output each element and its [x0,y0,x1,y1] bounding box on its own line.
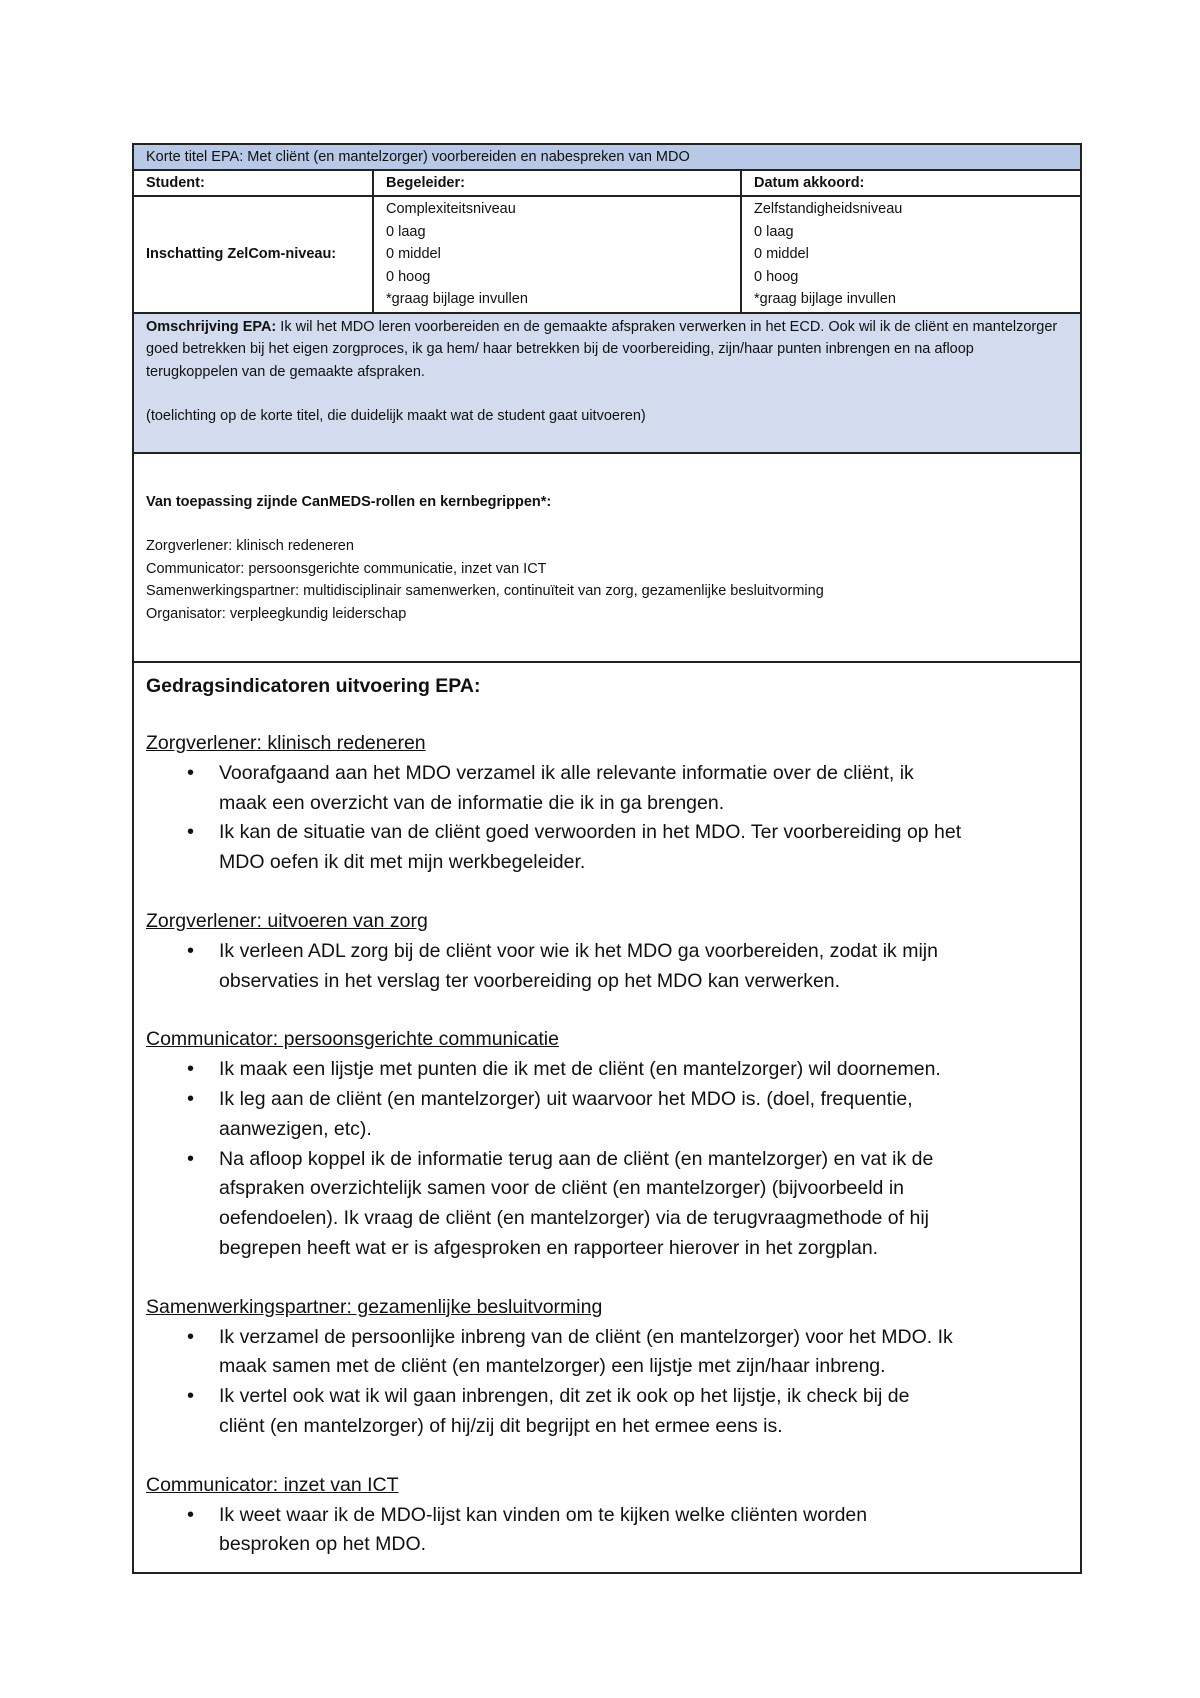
bullet-line: cliënt (en mantelzorger) of hij/zij dit begrijpt en het ermee eens is. [219,1414,783,1437]
omschrijving-row [134,314,1080,454]
section-inzet-van-ict [146,1471,1068,1560]
zelfstandigheid-option-middel: 0 middel [754,246,809,262]
bullet-line: • Ik maak een lijstje met punten die ik met de cliënt (en mantelzorger) wil doornemen. [219,1058,941,1081]
zelfstandigheid-cell [740,197,1080,312]
canmeds-item: Communicator: persoonsgerichte communicatie, inzet van ICT [146,560,547,577]
title-row [134,145,1080,171]
complexiteit-heading: Complexiteitsniveau [386,201,516,217]
bullet-line: maak samen met de cliënt (en mantelzorger) een lijstje met zijn/haar inbreng. [219,1355,886,1378]
omschrijving-note: (toelichting op de korte titel, die duidelijk maakt wat de student gaat uitvoeren) [146,408,646,424]
gedragsindicatoren-title: Gedragsindicatoren uitvoering EPA: [146,675,481,697]
bullet-item [146,1085,1068,1145]
epa-title-text: Met cliënt (en mantelzorger) voorbereiden en nabespreken van MDO [247,149,690,165]
epa-title-prefix: Korte titel EPA: [146,149,248,165]
canmeds-title: Van toepassing zijnde CanMEDS-rollen en kernbegrippen*: [146,493,552,510]
section-title: Communicator: persoonsgerichte communicatie [146,1028,559,1051]
bullet-line: begrepen heeft wat er is afgesproken en rapporteer hierover in het zorgplan. [219,1236,879,1259]
bullet-line: • Ik vertel ook wat ik wil gaan inbrengen, dit zet ik ook op het lijstje, ik check bij de [219,1385,910,1408]
bullet-line: • Ik verzamel de persoonlijke inbreng van de cliënt (en mantelzorger) voor het MDO. Ik [219,1325,953,1348]
bullet-list [146,937,1068,997]
section-title: Samenwerkingspartner: gezamenlijke besluitvorming [146,1295,603,1318]
bullet-item [146,1501,1068,1561]
bullet-item [146,1055,1068,1085]
bullet-line: MDO oefen ik dit met mijn werkbegeleider. [219,851,586,874]
canmeds-item: Organisator: verpleegkundig leiderschap [146,605,407,622]
bullet-line: maak een overzicht van de informatie die ik in ga brengen. [219,791,725,814]
section-klinisch-redeneren [146,729,1068,878]
bullet-line: • Ik weet waar ik de MDO-lijst kan vinden om te kijken welke cliënten worden [219,1503,868,1526]
bullet-item [146,1323,1068,1383]
bullet-item [146,1382,1068,1442]
zelfstandigheid-note: *graag bijlage invullen [754,291,896,307]
bullet-line: observaties in het verslag ter voorbereiding op het MDO kan verwerken. [219,969,841,992]
bullet-line: besproken op het MDO. [219,1533,427,1556]
complexiteit-option-laag: 0 laag [386,223,426,240]
gedragsindicatoren-row [134,663,1080,1572]
bullet-item [146,937,1068,997]
section-uitvoeren-van-zorg [146,907,1068,996]
complexiteit-option-hoog: 0 hoog [386,268,431,285]
epa-title [134,145,1080,169]
omschrijving-text: Ik wil het MDO leren voorbereiden en de gemaakte afspraken verwerken in het ECD. Ook wil ik de cliënt en mantelzorger goed betrekken bij het eigen zorgproces, ik ga hem/ haar betrekken bij de voorbereiding, zijn/haar punten inbrengen en na afloop terugkoppelen van de gemaakte afspraken. [146,318,1058,380]
omschrijving-label: Omschrijving EPA: [146,318,277,335]
omschrijving-paragraph [146,316,1068,384]
bullet-item [146,759,1068,819]
bullet-line: • Ik leg aan de cliënt (en mantelzorger) uit waarvoor het MDO is. (doel, frequentie, [219,1087,913,1110]
section-title: Zorgverlener: klinisch redeneren [146,732,426,754]
section-persoonsgerichte-communicatie [146,1025,1068,1263]
zelfstandigheid-heading: Zelfstandigheidsniveau [754,201,903,217]
canmeds-cell [134,454,1080,662]
canmeds-item: Zorgverlener: klinisch redeneren [146,538,354,554]
bullet-line: • Ik verleen ADL zorg bij de cliënt voor wie ik het MDO ga voorbereiden, zodat ik mijn [219,939,938,962]
complexiteit-note: *graag bijlage invullen [386,291,528,307]
section-title: Zorgverlener: uitvoeren van zorg [146,909,428,932]
omschrijving-cell [134,314,1080,452]
bullet-item [146,1145,1068,1264]
bullet-line: aanwezigen, etc). [219,1117,372,1140]
begeleider-label: Begeleider: [372,171,740,195]
student-label: Student: [146,175,205,191]
inschatting-label: Inschatting ZelCom-niveau: [146,246,337,263]
complexiteit-cell [372,197,740,312]
bullet-list [146,1501,1068,1561]
bullet-line: • Voorafgaand aan het MDO verzamel ik alle relevante informatie over de cliënt, ik [219,761,914,784]
zelfstandigheid-option-laag: 0 laag [754,223,794,240]
zelfstandigheid-option-hoog: 0 hoog [754,268,799,285]
bullet-line: oefendoelen). Ik vraag de cliënt (en mantelzorger) via de terugvraagmethode of hij [219,1207,929,1230]
bullet-line: • Na afloop koppel ik de informatie terug aan de cliënt (en mantelzorger) en vat ik de [219,1147,934,1170]
header-labels-row [134,171,1080,197]
bullet-item [146,818,1068,878]
epa-form [132,143,1082,1574]
canmeds-row [134,454,1080,664]
bullet-list [146,1323,1068,1442]
section-title: Communicator: inzet van ICT [146,1473,399,1496]
bullet-line: afspraken overzichtelijk samen voor de cliënt (en mantelzorger) (bijvoorbeeld in [219,1177,904,1200]
zelcom-row [134,197,1080,314]
datum-akkoord-label: Datum akkoord: [740,171,1080,195]
bullet-list [146,1055,1068,1264]
gedragsindicatoren-cell [134,663,1080,1572]
canmeds-item: Samenwerkingspartner: multidisciplinair samenwerken, continuïteit van zorg, gezamenlijke besluitvorming [146,583,824,599]
bullet-line: • Ik kan de situatie van de cliënt goed verwoorden in het MDO. Ter voorbereiding op het [219,821,962,844]
section-gezamenlijke-besluitvorming [146,1293,1068,1442]
complexiteit-option-middel: 0 middel [386,246,441,262]
bullet-list [146,759,1068,878]
